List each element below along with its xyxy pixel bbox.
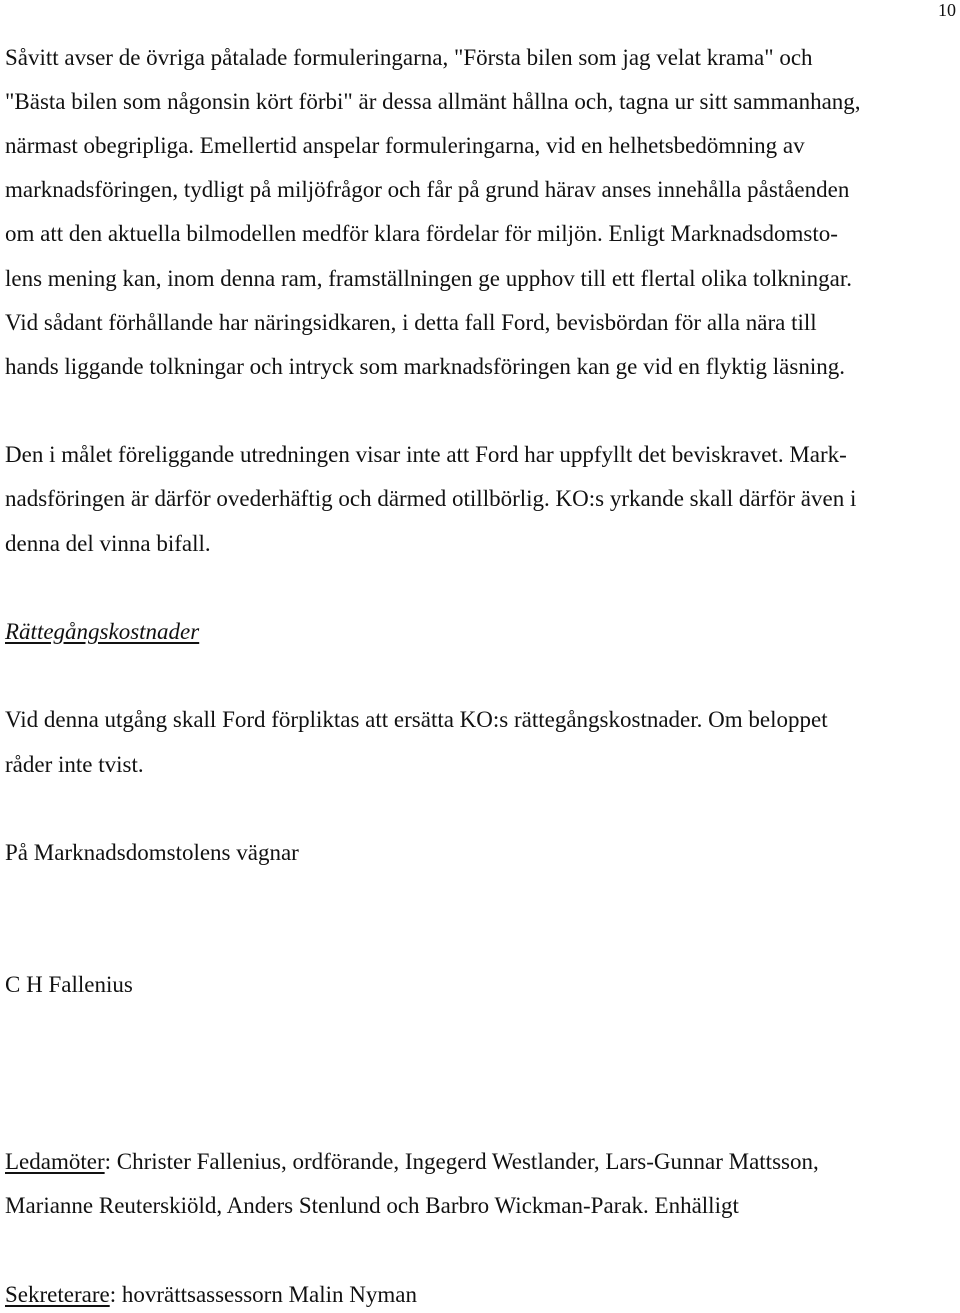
text-line: närmast obegripliga. Emellertid anspelar formuleringarna, vid en helhetsbedömning av: [5, 133, 805, 158]
text-line: Vid denna utgång skall Ford förpliktas att ersätta KO:s rättegångskostnader. Om beloppet: [5, 707, 828, 732]
section-heading-costs: Rättegångskostnader: [5, 619, 200, 644]
members-names: Christer Fallenius, ordförande, Ingegerd Westlander, Lars-Gunnar Mattsson,: [116, 1149, 819, 1174]
members-label: Ledamöter: [5, 1149, 105, 1174]
text-line: Såvitt avser de övriga påtalade formuleringarna, "Första bilen som jag velat krama" och: [5, 45, 813, 70]
members-line: Marianne Reuterskiöld, Anders Stenlund och Barbro Wickman-Parak. Enhälligt: [5, 1193, 739, 1218]
page-number: 10: [938, 0, 956, 20]
on-behalf-line: På Marknadsdomstolens vägnar: [5, 840, 299, 865]
text-line: råder inte tvist.: [5, 752, 144, 777]
signature-name: C H Fallenius: [5, 972, 133, 997]
text-line: om att den aktuella bilmodellen medför klara fördelar för miljön. Enligt Marknadsdomsto-: [5, 221, 838, 246]
text-line: Den i målet föreliggande utredningen visar inte att Ford har uppfyllt det beviskravet. Mark-: [5, 442, 847, 467]
text-line: Vid sådant förhållande har näringsidkaren, i detta fall Ford, bevisbördan för alla nära till: [5, 310, 817, 335]
text-line: "Bästa bilen som någonsin kört förbi" är dessa allmänt hållna och, tagna ur sitt sammanhang,: [5, 89, 861, 114]
secretary-line: Sekreterare: hovrättsassessorn Malin Nyman: [5, 1282, 417, 1307]
text-line: nadsföringen är därför ovederhäftig och därmed otillbörlig. KO:s yrkande skall därför även i: [5, 486, 857, 511]
secretary-label: Sekreterare: [5, 1282, 110, 1307]
text-line: lens mening kan, inom denna ram, framställningen ge upphov till ett flertal olika tolkningar.: [5, 266, 852, 291]
text-line: hands liggande tolkningar och intryck som marknadsföringen kan ge vid en flyktig läsning.: [5, 354, 845, 379]
text-line: marknadsföringen, tydligt på miljöfrågor och får på grund härav anses innehålla påståenden: [5, 177, 850, 202]
members-line: Ledamöter: Christer Fallenius, ordförande, Ingegerd Westlander, Lars-Gunnar Mattsson,: [5, 1149, 819, 1174]
secretary-name: hovrättsassessorn Malin Nyman: [121, 1282, 417, 1307]
text-line: denna del vinna bifall.: [5, 531, 211, 556]
